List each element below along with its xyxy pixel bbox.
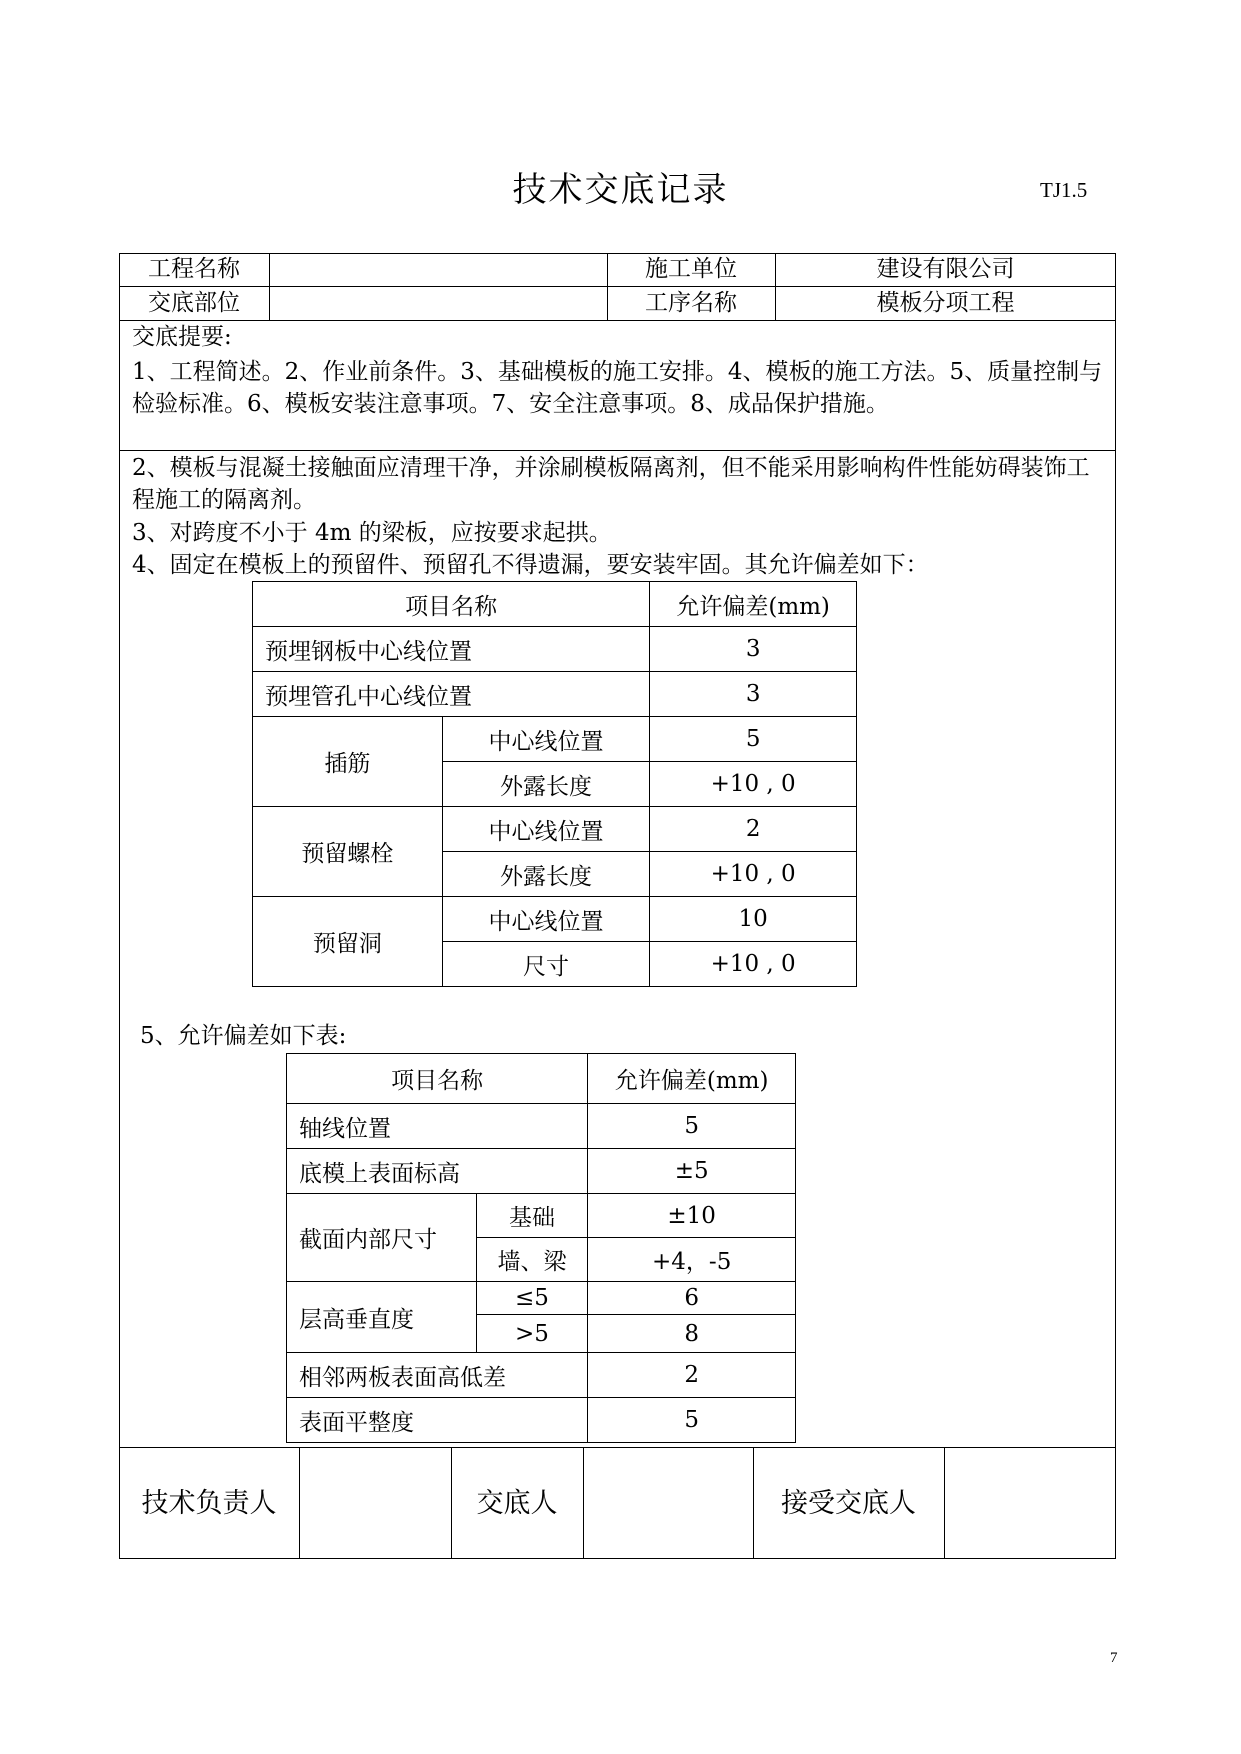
table-cell: 中心线位置 [442,807,650,852]
receiver-label: 接受交底人 [781,1488,916,1519]
table-cell: 基础 [476,1194,588,1238]
table-cell: 5 [588,1398,796,1443]
table-cell: 底模上表面标高 [287,1149,588,1194]
table-cell: 截面内部尺寸 [287,1194,477,1282]
tech-lead-label: 技术负责人 [141,1488,277,1519]
table-cell: 6 [588,1282,796,1315]
table-cell: +4，-5 [588,1238,796,1282]
summary-label: 交底提要: [132,324,232,350]
process-name-label: 工序名称 [645,290,737,316]
summary-text: 1、工程简述。2、作业前条件。3、基础模板的施工安排。4、模板的施工方法。5、质量控制与检验标准。6、模板安装注意事项。7、安全注意事项。8、成品保护措施。 [132,359,1103,417]
col-divider [583,1447,584,1559]
table-cell: 5 [650,717,857,762]
row-divider [119,1447,1116,1448]
table-cell: 中心线位置 [442,717,650,762]
embedded-parts-table [252,581,857,987]
header-allowed-deviation: 允许偏差(mm) [650,582,857,627]
table-cell: 预留螺栓 [253,807,443,897]
page-number: 7 [1110,1650,1118,1666]
table-cell: 2 [588,1353,796,1398]
table-cell: +10 , 0 [650,762,857,807]
table-cell: 3 [650,627,857,672]
table-cell: >5 [476,1315,588,1353]
table-cell: ≤5 [476,1282,588,1315]
table-cell: 层高垂直度 [287,1282,477,1353]
table-cell: 插筋 [253,717,443,807]
table-cell: +10 , 0 [650,852,857,897]
header-item-name: 项目名称 [253,582,650,627]
col-divider [269,253,270,320]
header-allowed-deviation: 允许偏差(mm) [588,1054,796,1104]
table-cell: ±5 [588,1149,796,1194]
tolerance-table [286,1053,796,1443]
table-cell: 墙、梁 [476,1238,588,1282]
table-cell: ±10 [588,1194,796,1238]
briefing-part-label: 交底部位 [148,290,240,316]
page-title: 技术交底记录 [512,170,729,210]
row-divider [119,450,1116,451]
table-cell: 轴线位置 [287,1104,588,1149]
table-cell: 5 [588,1104,796,1149]
paragraph-2: 2、模板与混凝土接触面应清理干净，并涂刷模板隔离剂，但不能采用影响构件性能妨碍装饰工程施工的隔离剂。 [132,455,1090,513]
col-divider [944,1447,945,1559]
table-cell: 3 [650,672,857,717]
table-cell: 预埋钢板中心线位置 [253,627,650,672]
document-code: TJ1.5 [1040,178,1088,202]
paragraph-3: 3、对跨度不小于 4m 的梁板，应按要求起拱。 [132,520,612,546]
table-cell: 预留洞 [253,897,443,987]
table-cell: 中心线位置 [442,897,650,942]
table-cell: 尺寸 [442,942,650,987]
paragraph-5: 5、允许偏差如下表: [140,1023,347,1049]
paragraph-4: 4、固定在模板上的预留件、预留孔不得遗漏，要安装牢固。其允许偏差如下： [132,552,929,578]
process-name-value: 模板分项工程 [876,290,1015,316]
construction-unit-value: 建设有限公司 [876,256,1015,282]
table-cell: 8 [588,1315,796,1353]
construction-unit-label: 施工单位 [645,256,737,282]
table-cell: 外露长度 [442,852,650,897]
table-cell: 相邻两板表面高低差 [287,1353,588,1398]
table-cell: 表面平整度 [287,1398,588,1443]
row-divider [119,320,1116,321]
table-cell: +10 , 0 [650,942,857,987]
project-name-label: 工程名称 [148,256,240,282]
header-item-name: 项目名称 [287,1054,588,1104]
table-cell: 2 [650,807,857,852]
col-divider [299,1447,300,1559]
table-cell: 外露长度 [442,762,650,807]
table-cell: 10 [650,897,857,942]
presenter-label: 交底人 [476,1488,558,1519]
table-cell: 预埋管孔中心线位置 [253,672,650,717]
